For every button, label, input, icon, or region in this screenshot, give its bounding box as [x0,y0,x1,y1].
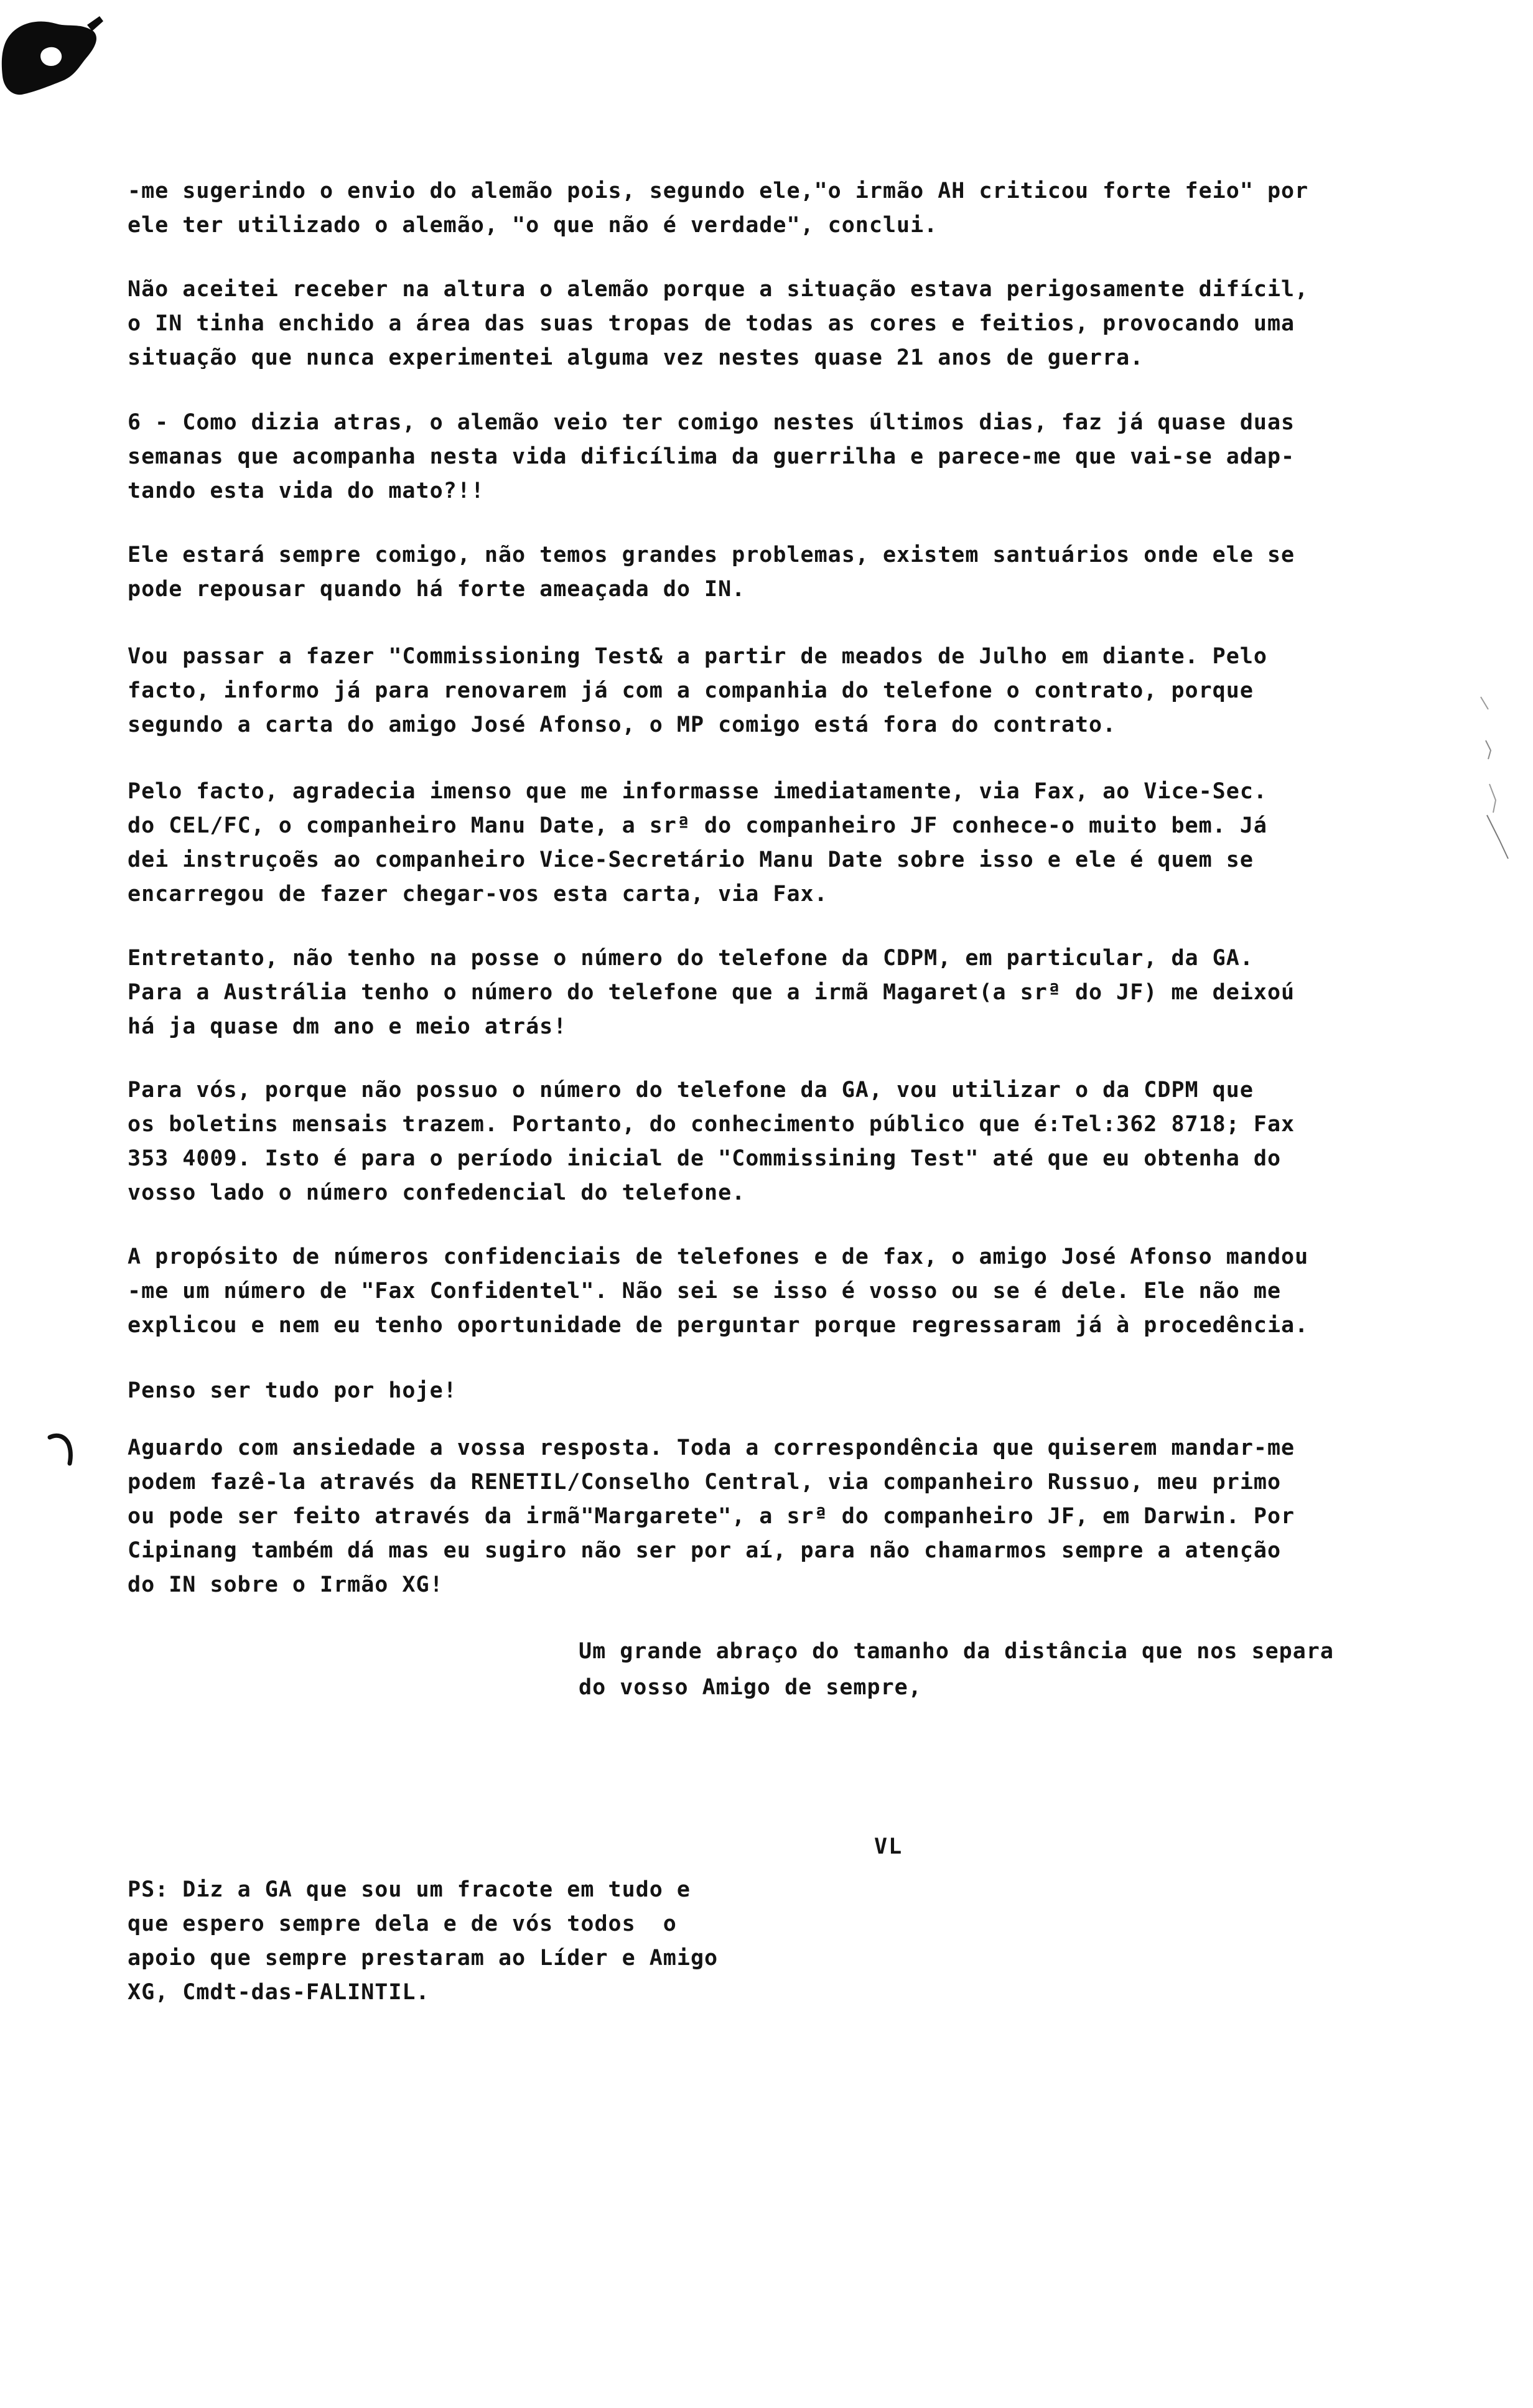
paragraph-line: explicou e nem eu tenho oportunidade de perguntar porque regressaram já à procedência. [128,1313,1309,1338]
paragraph-line: Aguardo com ansiedade a vossa resposta. Toda a correspondência que quiserem mandar-me [128,1435,1295,1460]
paragraph-line: pode repousar quando há forte ameaçada do IN. [128,577,746,602]
paragraph-2 [128,273,1456,375]
paragraph-line: Cipinang também dá mas eu sugiro não ser por aí, para não chamarmos sempre a atenção [128,1538,1282,1563]
paragraph-line: A propósito de números confidenciais de telefones e de fax, o amigo José Afonso mandou [128,1244,1309,1269]
paragraph-line: Para vós, porque não possuo o número do telefone da GA, vou utilizar o da CDPM que [128,1078,1254,1103]
paragraph-5 [128,640,1456,742]
paragraph-7 [128,941,1456,1044]
margin-tick-mark [45,1430,82,1467]
paragraph-line: -me um número de "Fax Confidentel". Não sei se isso é vosso ou se é dele. Ele não me [128,1279,1282,1304]
paragraph-line: dei instruçoẽs ao companheiro Vice-Secretário Manu Date sobre isso e ele é quem se [128,847,1254,872]
paragraph-line: situação que nunca experimentei alguma vez nestes quase 21 anos de guerra. [128,345,1144,370]
paragraph-line: 353 4009. Isto é para o período inicial de "Commissining Test" até que eu obtenha do [128,1146,1282,1171]
paragraph-1 [128,174,1456,243]
paragraph-line: 6 - Como dizia atras, o alemão veio ter comigo nestes últimos dias, faz já quase duas [128,410,1295,435]
paragraph-line: o IN tinha enchido a área das suas tropas de todas as cores e feitios, provocando uma [128,311,1295,336]
paragraph-line: Entretanto, não tenho na posse o número do telefone da CDPM, em particular, da GA. [128,946,1254,971]
paragraph-line: -me sugerindo o envio do alemão pois, segundo ele,"o irmão AH criticou forte feio" por [128,179,1309,203]
postscript-line: que espero sempre dela e de vós todos o [128,1911,677,1936]
paragraph-line: do IN sobre o Irmão XG! [128,1572,444,1597]
paragraph-line: vosso lado o número confedencial do telefone. [128,1180,746,1205]
paragraph-4 [128,538,1456,607]
paragraph-line: do CEL/FC, o companheiro Manu Date, a srª do companheiro JF conhece-o muito bem. Já [128,813,1267,838]
scan-edge-marks [1475,691,1524,877]
paragraph-6 [128,775,1456,912]
paragraph-line: Ele estará sempre comigo, não temos grandes problemas, existem santuários onde ele se [128,543,1295,567]
paragraph-line: Vou passar a fazer "Commissioning Test& a partir de meados de Julho em diante. Pelo [128,644,1267,669]
ink-blot-mark [0,6,106,100]
paragraph-line: Penso ser tudo por hoje! [128,1378,457,1403]
postscript-line: XG, Cmdt-das-FALINTIL. [128,1980,430,2005]
paragraph-line: encarregou de fazer chegar-vos esta carta, via Fax. [128,882,828,907]
paragraph-line: há ja quase dm ano e meio atrás! [128,1014,567,1039]
postscript [128,1873,843,2010]
paragraph-11 [128,1431,1456,1602]
closing-line: do vosso Amigo de sempre, [579,1675,922,1700]
paragraph-line: os boletins mensais trazem. Portanto, do conhecimento público que é:Tel:362 8718; Fax [128,1112,1295,1137]
paragraph-3 [128,406,1456,508]
postscript-line: PS: Diz a GA que sou um fracote em tudo e [128,1877,691,1902]
paragraph-line: ele ter utilizado o alemão, "o que não é verdade", conclui. [128,213,938,238]
closing-line: Um grande abraço do tamanho da distância que nos separa [579,1639,1334,1664]
signature-initials: VL [874,1834,903,1859]
paragraph-8 [128,1073,1456,1210]
paragraph-line: tando esta vida do mato?!! [128,478,485,503]
closing-salutation [579,1633,1462,1706]
paragraph-line: Não aceitei receber na altura o alemão porque a situação estava perigosamente difícil, [128,277,1309,302]
postscript-line: apoio que sempre prestaram ao Líder e Amigo [128,1946,719,1971]
paragraph-10 [128,1374,1456,1408]
paragraph-line: facto, informo já para renovarem já com a companhia do telefone o contrato, porque [128,678,1254,703]
paragraph-line: Pelo facto, agradecia imenso que me informasse imediatamente, via Fax, ao Vice-Sec. [128,779,1267,804]
paragraph-line: semanas que acompanha nesta vida dificílima da guerrilha e parece-me que vai-se adap- [128,444,1295,469]
paragraph-9 [128,1240,1456,1343]
paragraph-line: Para a Austrália tenho o número do telefone que a irmã Magaret(a srª do JF) me deixoú [128,980,1295,1005]
paragraph-line: podem fazê-la através da RENETIL/Conselho Central, via companheiro Russuo, meu primo [128,1470,1282,1495]
paragraph-line: segundo a carta do amigo José Afonso, o MP comigo está fora do contrato. [128,712,1117,737]
paragraph-line: ou pode ser feito através da irmã"Margarete", a srª do companheiro JF, em Darwin. Por [128,1504,1295,1529]
